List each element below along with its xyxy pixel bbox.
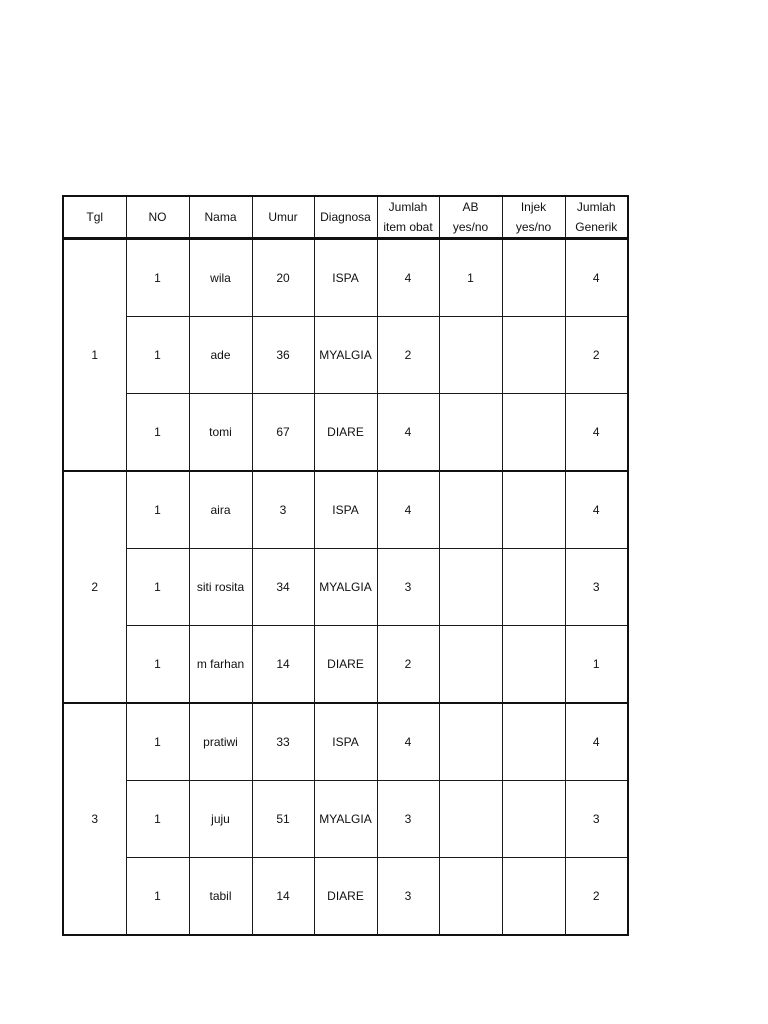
table-row [63,394,628,472]
umur-cell: 14 [252,858,314,936]
no-cell: 1 [126,471,189,549]
no-cell: 1 [126,781,189,858]
injek-cell [502,858,565,936]
nama-cell: aira [189,471,252,549]
header-tgl: Tgl [63,196,126,239]
injek-cell [502,626,565,704]
diagnosa-cell: DIARE [314,394,377,472]
no-cell: 1 [126,394,189,472]
table-row [63,626,628,704]
header-jumlah-generik: Jumlah Generik [565,196,628,239]
umur-cell: 20 [252,239,314,317]
jumlah-generik-cell: 4 [565,394,628,472]
diagnosa-cell: ISPA [314,239,377,317]
umur-cell: 33 [252,703,314,781]
header-diagnosa: Diagnosa [314,196,377,239]
jumlah-item-obat-cell: 4 [377,703,439,781]
jumlah-item-obat-cell: 3 [377,781,439,858]
jumlah-item-obat-cell: 4 [377,471,439,549]
jumlah-item-obat-cell: 4 [377,394,439,472]
header-injek: Injek yes/no [502,196,565,239]
ab-cell: 1 [439,239,502,317]
injek-cell [502,703,565,781]
nama-cell: m farhan [189,626,252,704]
jumlah-item-obat-cell: 4 [377,239,439,317]
injek-cell [502,394,565,472]
umur-cell: 51 [252,781,314,858]
jumlah-generik-cell: 2 [565,317,628,394]
header-umur: Umur [252,196,314,239]
header-no: NO [126,196,189,239]
nama-cell: tabil [189,858,252,936]
umur-cell: 36 [252,317,314,394]
jumlah-generik-cell: 4 [565,239,628,317]
jumlah-generik-cell: 3 [565,549,628,626]
diagnosa-cell: DIARE [314,858,377,936]
jumlah-generik-cell: 4 [565,471,628,549]
no-cell: 1 [126,549,189,626]
ab-cell [439,317,502,394]
nama-cell: pratiwi [189,703,252,781]
table-row [63,239,628,317]
jumlah-item-obat-cell: 3 [377,858,439,936]
header-row [63,196,628,239]
jumlah-item-obat-cell: 3 [377,549,439,626]
ab-cell [439,858,502,936]
header-jumlah-item-obat: Jumlah item obat [377,196,439,239]
umur-cell: 3 [252,471,314,549]
jumlah-generik-cell: 3 [565,781,628,858]
injek-cell [502,239,565,317]
jumlah-item-obat-cell: 2 [377,626,439,704]
nama-cell: ade [189,317,252,394]
table-row [63,858,628,936]
header-nama: Nama [189,196,252,239]
ab-cell [439,549,502,626]
prescription-table [62,195,629,936]
jumlah-generik-cell: 1 [565,626,628,704]
table-row [63,317,628,394]
umur-cell: 34 [252,549,314,626]
ab-cell [439,781,502,858]
ab-cell [439,626,502,704]
diagnosa-cell: MYALGIA [314,317,377,394]
ab-cell [439,394,502,472]
table-row [63,703,628,781]
table-row [63,471,628,549]
jumlah-generik-cell: 2 [565,858,628,936]
nama-cell: siti rosita [189,549,252,626]
no-cell: 1 [126,317,189,394]
jumlah-generik-cell: 4 [565,703,628,781]
nama-cell: wila [189,239,252,317]
diagnosa-cell: MYALGIA [314,781,377,858]
tgl-cell: 2 [63,471,126,703]
ab-cell [439,471,502,549]
table-row [63,781,628,858]
tgl-cell: 3 [63,703,126,935]
header-ab: AB yes/no [439,196,502,239]
tgl-cell: 1 [63,239,126,472]
nama-cell: tomi [189,394,252,472]
diagnosa-cell: ISPA [314,471,377,549]
diagnosa-cell: ISPA [314,703,377,781]
umur-cell: 67 [252,394,314,472]
ab-cell [439,703,502,781]
no-cell: 1 [126,626,189,704]
no-cell: 1 [126,858,189,936]
injek-cell [502,317,565,394]
umur-cell: 14 [252,626,314,704]
no-cell: 1 [126,239,189,317]
diagnosa-cell: DIARE [314,626,377,704]
injek-cell [502,549,565,626]
jumlah-item-obat-cell: 2 [377,317,439,394]
no-cell: 1 [126,703,189,781]
diagnosa-cell: MYALGIA [314,549,377,626]
injek-cell [502,781,565,858]
nama-cell: juju [189,781,252,858]
injek-cell [502,471,565,549]
table-row [63,549,628,626]
